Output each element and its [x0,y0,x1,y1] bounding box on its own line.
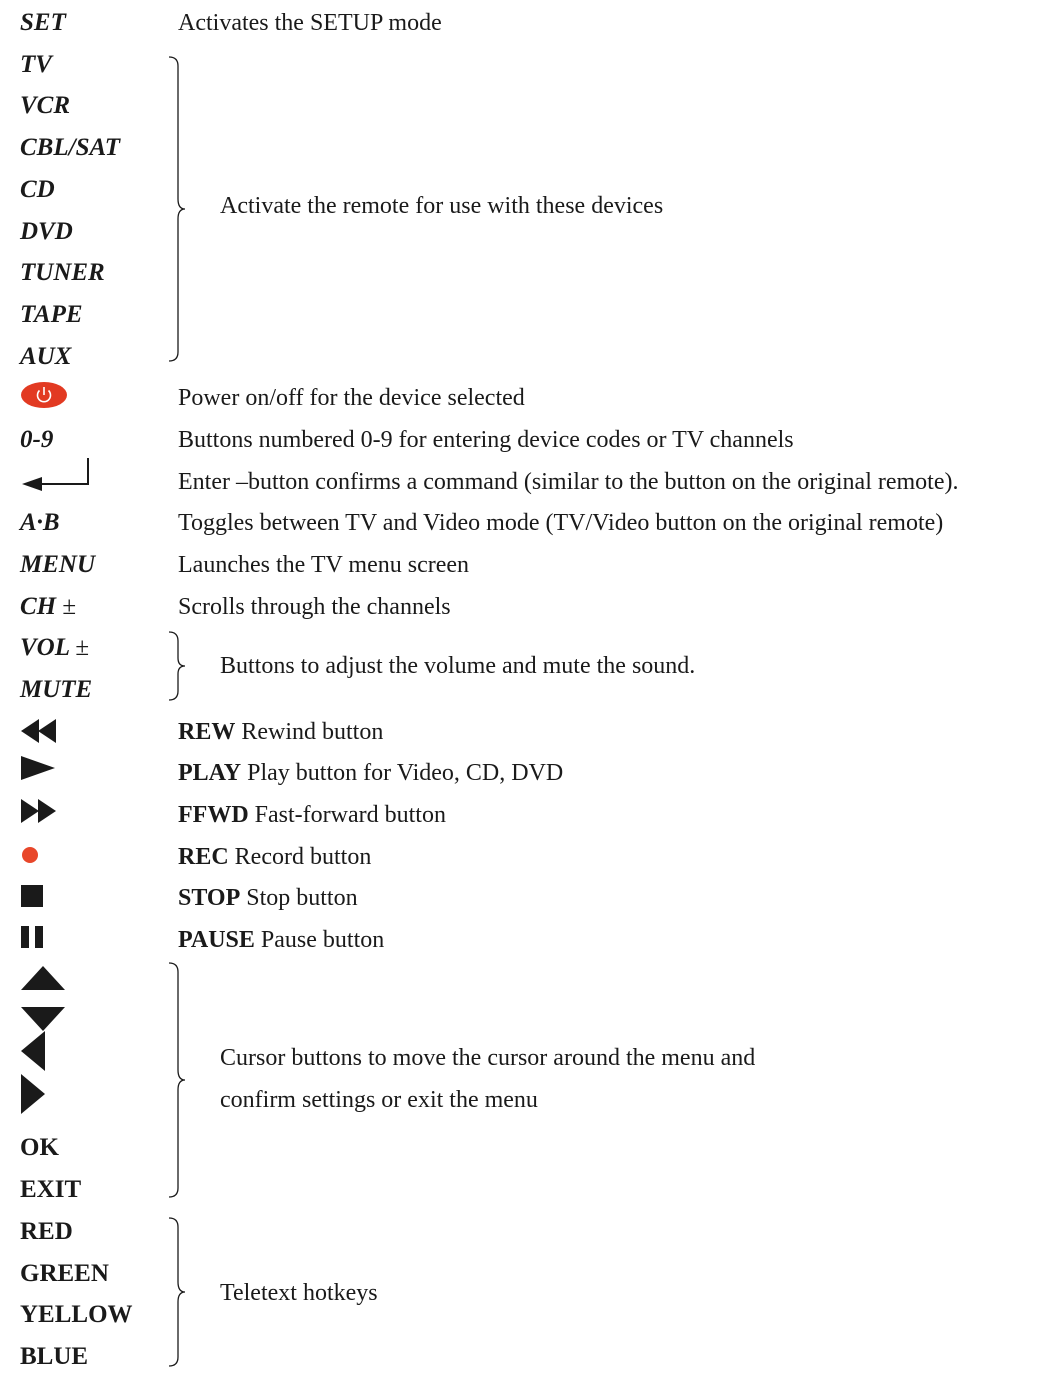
key-digits: 0-9 [20,426,54,453]
key-ab: A·B [20,509,60,536]
desc-rec: REC Record button [178,844,372,870]
desc-ffwd: FFWD Fast-forward button [178,802,446,828]
desc-enter: Enter –button confirms a command (similar to the button on the original remote). [178,469,959,495]
cursor-group-brace [168,962,188,1198]
desc-cursor-group: Cursor buttons to move the cursor around the menu and confirm settings or exit the menu [220,1045,756,1113]
power-icon [20,381,68,409]
label-pause: PAUSE [178,927,255,953]
desc-menu: Launches the TV menu screen [178,552,470,578]
desc-set: Activates the SETUP mode [178,10,442,36]
key-cd: CD [20,176,55,203]
desc-digits: Buttons numbered 0-9 for entering device codes or TV channels [178,427,794,453]
rewind-icon [20,718,58,744]
key-green: GREEN [20,1260,109,1287]
label-play: PLAY [178,760,242,786]
desc-pause: PAUSE Pause button [178,927,385,953]
key-set: SET [20,9,66,36]
label-ffwd: FFWD [178,802,249,828]
key-mute: MUTE [20,676,93,703]
stop-icon [20,884,44,908]
key-blue: BLUE [20,1343,89,1370]
enter-arrow-icon [20,456,90,492]
volume-group-brace [168,631,188,701]
key-vol: VOL ± [20,634,90,661]
key-menu: MENU [20,551,96,578]
pause-icon [20,925,46,949]
record-icon [20,845,40,865]
label-stop: STOP [178,885,241,911]
key-cbl-sat: CBL/SAT [20,134,121,161]
desc-stop: STOP Stop button [178,885,358,911]
label-rec: REC [178,844,229,870]
key-ch: CH ± [20,593,77,620]
arrow-up-icon [20,965,66,991]
plus-minus-sign: ± [75,634,90,661]
desc-power: Power on/off for the device selected [178,385,525,411]
arrow-left-icon [20,1030,46,1072]
key-exit: EXIT [20,1176,82,1203]
key-red: RED [20,1218,73,1245]
desc-play: PLAY Play button for Video, CD, DVD [178,760,564,786]
key-tuner: TUNER [20,259,105,286]
key-vcr: VCR [20,92,71,119]
key-dvd: DVD [20,218,73,245]
key-ok: OK [20,1134,59,1161]
fast-forward-icon [20,798,58,824]
play-icon [20,755,58,781]
desc-teletext-group: Teletext hotkeys [220,1280,378,1306]
key-tape: TAPE [20,301,83,328]
key-tv: TV [20,51,52,78]
desc-volume-group: Buttons to adjust the volume and mute the sound. [220,653,696,679]
label-rew: REW [178,719,236,745]
key-yellow: YELLOW [20,1301,133,1328]
desc-ch: Scrolls through the channels [178,594,451,620]
device-group-brace [168,56,188,362]
arrow-right-icon [20,1073,46,1115]
arrow-down-icon [20,1006,66,1032]
desc-ab: Toggles between TV and Video mode (TV/Video button on the original remote) [178,510,944,536]
key-aux: AUX [20,343,72,370]
plus-minus-sign: ± [62,593,77,620]
teletext-group-brace [168,1217,188,1367]
desc-rew: REW Rewind button [178,719,384,745]
desc-device-group: Activate the remote for use with these devices [220,193,664,219]
